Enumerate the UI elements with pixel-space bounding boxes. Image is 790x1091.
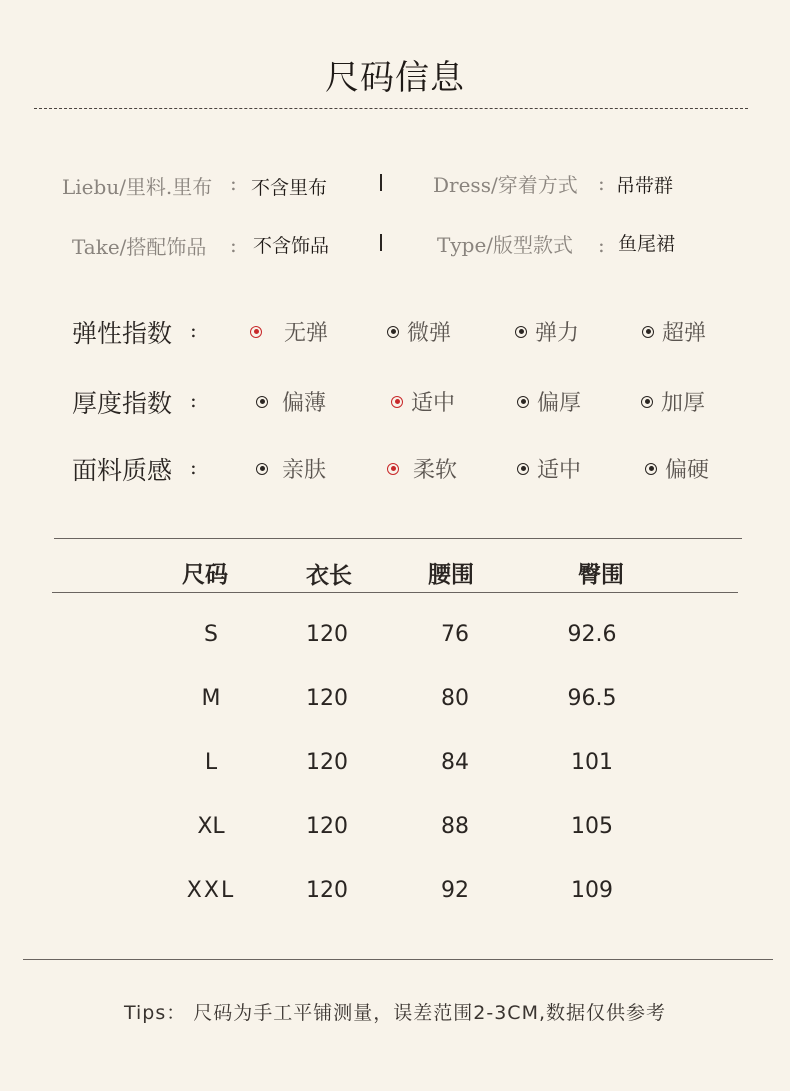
radio-selected-icon: [250, 326, 262, 338]
info-label-type: Type/版型款式: [437, 233, 574, 257]
cell-waist: 80: [441, 686, 469, 711]
title-divider: [34, 108, 748, 109]
option-label: 柔软: [413, 458, 458, 483]
cell-hip: 105: [571, 814, 613, 839]
info-value-type: 鱼尾裙: [618, 233, 676, 255]
cell-hip: 101: [571, 750, 613, 775]
option-label: 微弹: [407, 321, 452, 346]
option-label: 弹力: [535, 321, 580, 346]
option-label: 超弹: [662, 321, 707, 346]
radio-selected-icon: [387, 463, 399, 475]
page-title: 尺码信息: [325, 58, 465, 98]
radio-icon: [256, 396, 268, 408]
thickness-option: [641, 386, 705, 417]
thickness-option: [517, 386, 581, 417]
header-hip: 臀围: [578, 562, 624, 588]
elasticity-option: [250, 316, 328, 347]
info-separator: [380, 174, 382, 191]
elasticity-option: [387, 316, 451, 347]
cell-hip: 92.6: [567, 622, 617, 647]
cell-size: M: [201, 686, 221, 711]
option-label: 偏厚: [537, 391, 582, 416]
elasticity-option: [515, 316, 579, 347]
radio-icon: [256, 463, 268, 475]
info-separator: [380, 234, 382, 251]
cell-hip: 109: [571, 878, 613, 903]
thickness-label: 厚度指数: [72, 389, 173, 418]
index-colon: :: [190, 388, 197, 412]
info-value-dress: 吊带群: [616, 175, 674, 197]
info-colon: :: [598, 233, 605, 257]
texture-option: [517, 453, 581, 484]
header-waist: 腰围: [428, 562, 474, 588]
cell-hip: 96.5: [567, 686, 617, 711]
radio-icon: [517, 463, 529, 475]
cell-size: XL: [197, 814, 225, 839]
table-header-rule: [52, 592, 738, 593]
info-label-lining: Liebu/里料.里布: [62, 175, 213, 199]
index-colon: :: [190, 455, 197, 479]
option-label: 偏硬: [665, 458, 710, 483]
radio-icon: [642, 326, 654, 338]
cell-waist: 88: [441, 814, 469, 839]
radio-icon: [517, 396, 529, 408]
cell-length: 120: [306, 622, 348, 647]
option-label: 适中: [537, 458, 582, 483]
option-label: 无弹: [284, 321, 329, 346]
info-colon: :: [598, 171, 605, 195]
texture-label: 面料质感: [72, 456, 173, 485]
cell-length: 120: [306, 686, 348, 711]
info-value-lining: 不含里布: [251, 177, 328, 199]
cell-waist: 84: [441, 750, 469, 775]
radio-icon: [515, 326, 527, 338]
tips-text: Tips： 尺码为手工平铺测量，误差范围2-3CM,数据仅供参考: [123, 1002, 667, 1024]
footer-rule: [23, 959, 773, 960]
radio-selected-icon: [391, 396, 403, 408]
option-label: 偏薄: [282, 391, 327, 416]
cell-waist: 76: [441, 622, 469, 647]
info-label-accessories: Take/搭配饰品: [72, 235, 207, 259]
cell-size: L: [204, 750, 218, 775]
texture-option: [387, 453, 457, 484]
info-colon: :: [230, 171, 237, 195]
option-label: 亲肤: [282, 458, 327, 483]
option-label: 加厚: [661, 391, 706, 416]
info-value-accessories: 不含饰品: [253, 235, 330, 257]
cell-length: 120: [306, 814, 348, 839]
elasticity-option: [642, 316, 706, 347]
cell-waist: 92: [441, 878, 469, 903]
cell-length: 120: [306, 878, 348, 903]
texture-option: [256, 453, 326, 484]
cell-size: XXL: [186, 878, 236, 903]
cell-size: S: [204, 622, 218, 647]
cell-length: 120: [306, 750, 348, 775]
texture-option: [645, 453, 709, 484]
info-colon: :: [230, 233, 237, 257]
index-colon: :: [190, 318, 197, 342]
radio-icon: [645, 463, 657, 475]
header-size: 尺码: [182, 562, 228, 588]
radio-icon: [387, 326, 399, 338]
radio-icon: [641, 396, 653, 408]
option-label: 适中: [411, 391, 456, 416]
thickness-option: [256, 386, 326, 417]
thickness-option: [391, 386, 455, 417]
table-top-rule: [54, 538, 742, 539]
info-label-dress: Dress/穿着方式: [433, 173, 578, 197]
elasticity-label: 弹性指数: [72, 319, 173, 348]
header-length: 衣长: [306, 563, 352, 589]
